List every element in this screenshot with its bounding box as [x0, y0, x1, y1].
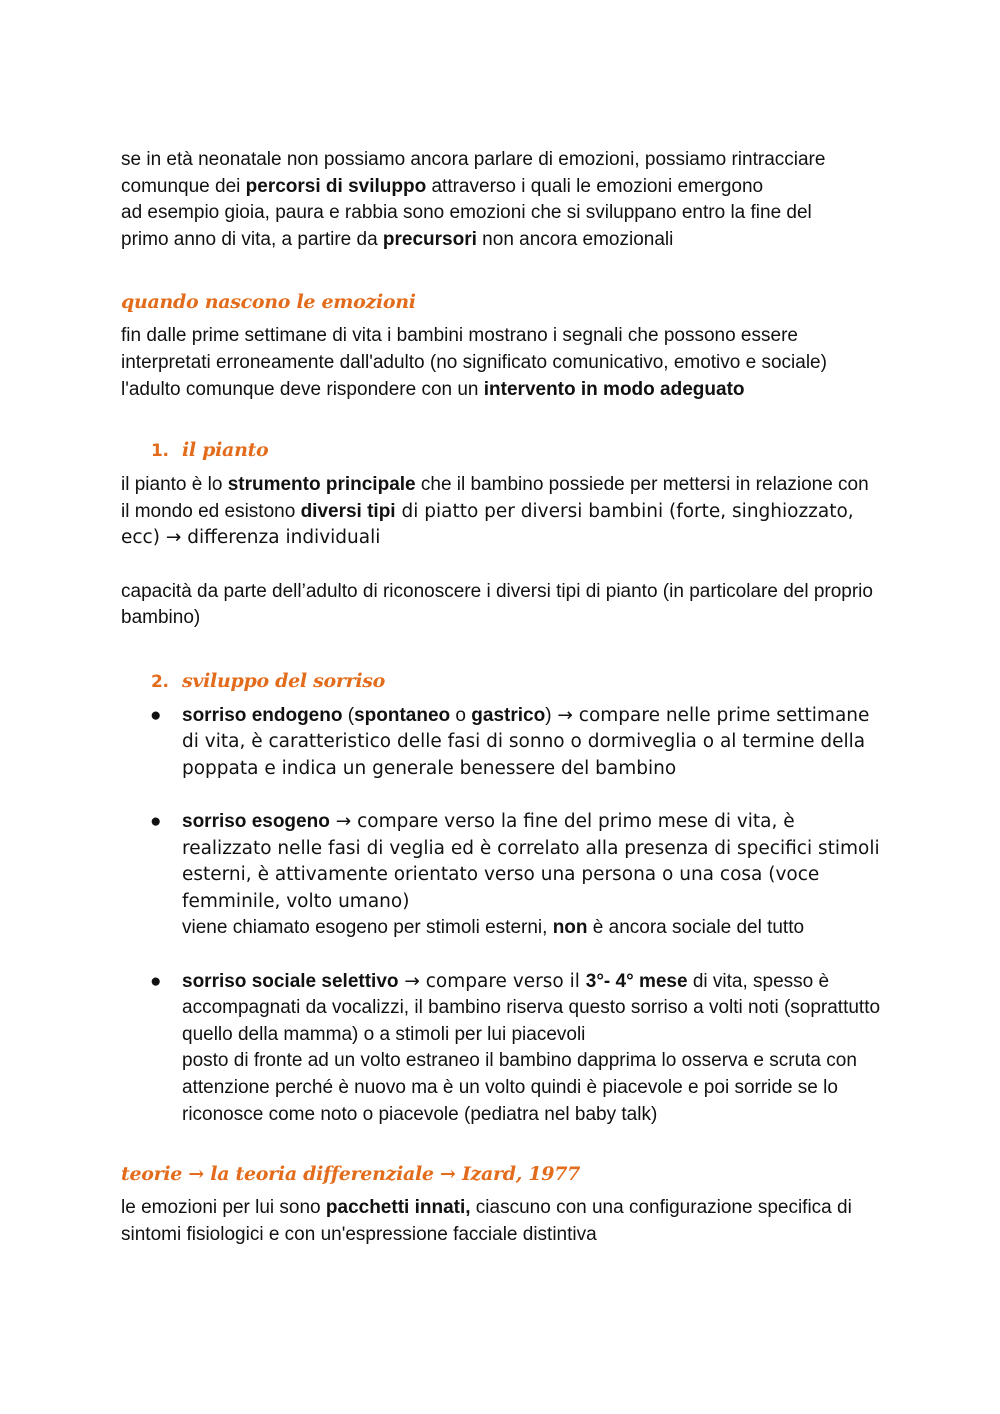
- text-line: l'adulto comunque deve rispondere con un: [121, 378, 484, 400]
- text: le emozioni per lui sono: [121, 1197, 326, 1219]
- text: di vita, spesso è accompagnati da vocalizzi, il bambino riserva questo sorriso a volti noti (soprattutto quello della mamma) o a stimoli per lui piacevoli: [182, 970, 881, 1045]
- bold-text: strumento principale: [227, 474, 416, 496]
- text-line: fin dalle prime settimane di vita i bambini mostrano i segnali che possono essere: [121, 325, 798, 347]
- bold-text: non: [552, 917, 588, 939]
- text: che il bambino possiede per mettersi in relazione con il mondo ed esistono: [121, 474, 869, 522]
- intro-text: non ancora emozionali: [476, 228, 674, 250]
- document-page: [121, 147, 881, 1248]
- heading-sviluppo-sorriso: [121, 668, 881, 695]
- heading-teorie: teorie → la teoria differenziale → Izard, 1977: [121, 1163, 581, 1186]
- bold-text: 3°- 4° mese: [585, 970, 688, 992]
- text: → compare nelle prime settimane di vita, è caratteristico delle fasi di sonno o dormiveglia o al termine della poppata e indica un generale benessere del bambino: [182, 704, 870, 779]
- text: è ancora sociale del tutto: [587, 917, 805, 939]
- intro-text: primo anno di vita, a partire da: [121, 228, 383, 250]
- text: o: [450, 704, 472, 726]
- bullet-icon: ●: [150, 704, 162, 726]
- spacer: [121, 552, 881, 579]
- bullet-icon: ●: [150, 811, 162, 833]
- text: (: [342, 704, 355, 726]
- smile-list: [121, 703, 881, 1129]
- text: ciascuno con una configurazione specifica di sintomi fisiologici e con un'espressione facciale distintiva: [121, 1197, 852, 1245]
- text: viene chiamato esogeno per stimoli esterni,: [182, 917, 553, 939]
- text-line: interpretati erroneamente dall'adulto (no significato comunicativo, emotivo e sociale): [121, 351, 827, 373]
- bold-text: sorriso esogeno: [182, 811, 330, 833]
- pianto-paragraph: [121, 472, 881, 552]
- text: → compare verso il: [398, 970, 586, 992]
- list-item-esogeno: [121, 809, 881, 942]
- heading-il-pianto: [121, 437, 881, 464]
- bullet-icon: ●: [150, 970, 162, 992]
- intro-line: se in età neonatale non possiamo ancora parlare di emozioni, possiamo rintracciare: [121, 149, 826, 170]
- list-item-sociale-selettivo: [121, 969, 881, 1129]
- heading-number: 1.: [151, 441, 169, 462]
- bold-text: gastrico: [471, 704, 546, 726]
- heading-text: sviluppo del sorriso: [182, 669, 386, 692]
- list-item-endogeno: [121, 703, 881, 783]
- intro-text: attraverso i quali le emozioni emergono: [426, 175, 764, 197]
- bold-text: spontaneo: [354, 704, 451, 726]
- text: il pianto è lo: [121, 474, 228, 496]
- bold-text: sorriso sociale selettivo: [182, 970, 399, 992]
- intro-text: comunque dei: [121, 175, 246, 197]
- heading-number: 2.: [151, 671, 169, 692]
- bold-text: sorriso endogeno: [182, 704, 343, 726]
- text: di piatto per diversi bambini (forte, singhiozzato, ecc) → differenza individuali: [121, 500, 854, 549]
- bold-text: diversi tipi: [300, 500, 396, 522]
- bold-text: pacchetti innati,: [325, 1197, 471, 1219]
- pianto-paragraph-2: capacità da parte dell’adulto di riconoscere i diversi tipi di pianto (in particolare del proprio bambino): [121, 580, 873, 629]
- heading-quando-nascono: quando nascono le emozioni: [121, 291, 416, 314]
- text: posto di fronte ad un volto estraneo il bambino dapprima lo osserva e scruta con attenzione perché è nuovo ma è un volto quindi è piacevole e poi sorride se lo riconosce come noto o piacevole (pediatra nel baby talk): [182, 1050, 857, 1125]
- teorie-paragraph: [121, 1195, 881, 1248]
- section-paragraph: [121, 323, 881, 403]
- intro-bold: precursori: [382, 228, 477, 250]
- bold-text: intervento in modo adeguato: [483, 378, 745, 400]
- heading-text: il pianto: [182, 439, 269, 462]
- intro-bold: percorsi di sviluppo: [245, 175, 427, 197]
- text: ): [545, 704, 552, 726]
- text: → compare verso la fine del primo mese di vita, è realizzato nelle fasi di veglia ed è correlato alla presenza di specifici stimoli esterni, è attivamente orientato verso una persona o una cosa (voce femminile, volto umano): [182, 811, 880, 912]
- intro-paragraph: [121, 147, 881, 253]
- intro-line: ad esempio gioia, paura e rabbia sono emozioni che si sviluppano entro la fine del: [121, 202, 812, 224]
